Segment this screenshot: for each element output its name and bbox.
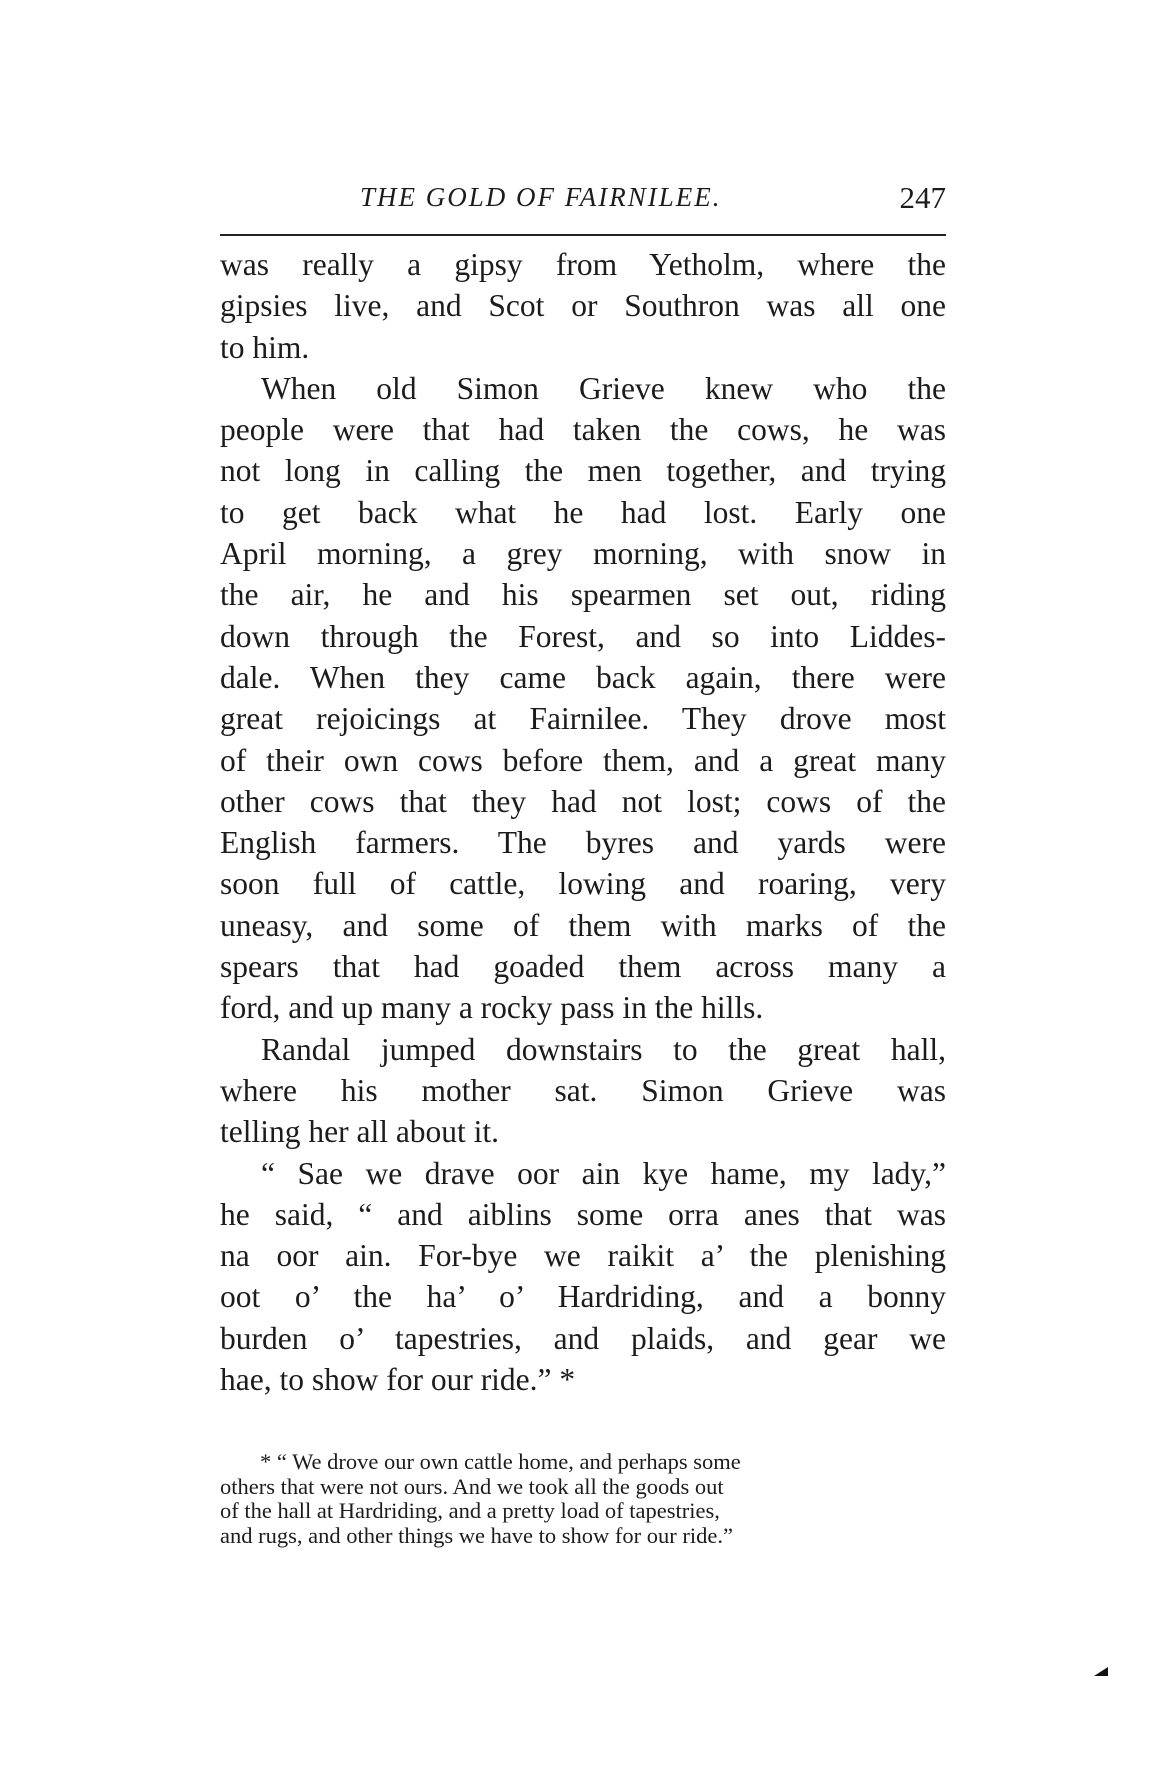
text-line: people were that had taken the cows, he was — [220, 412, 946, 448]
footnote-line: of the hall at Hardriding, and a pretty load of tapestries, — [220, 1498, 720, 1524]
footnote-line: others that were not ours. And we took all the goods out — [220, 1473, 724, 1499]
text-line: gipsies live, and Scot or Southron was all one — [220, 288, 946, 324]
text-line: spears that had goaded them across many a — [220, 949, 946, 985]
text-line: telling her all about it. — [220, 1114, 500, 1150]
text-line: dale. When they came back again, there were — [220, 659, 946, 695]
text-line: soon full of cattle, lowing and roaring, very — [220, 866, 946, 902]
text-line: to him. — [220, 329, 310, 365]
text-line: English farmers. The byres and yards were — [220, 825, 946, 861]
body-text — [220, 244, 946, 1400]
text-line: down through the Forest, and so into Liddes- — [220, 618, 946, 654]
text-line: he said, “ and aiblins some orra anes that was — [220, 1196, 946, 1232]
text-line: hae, to show for our ride.” * — [220, 1362, 576, 1398]
text-line: was really a gipsy from Yetholm, where the — [220, 247, 946, 282]
page-header — [220, 180, 946, 224]
text-line: ford, and up many a rocky pass in the hills. — [220, 990, 764, 1026]
text-line: the air, he and his spearmen set out, riding — [220, 577, 946, 613]
text-line: great rejoicings at Fairnilee. They drove most — [220, 701, 946, 737]
text-line: oot o’ the ha’ o’ Hardriding, and a bonny — [220, 1279, 946, 1315]
page-number: 247 — [899, 180, 946, 215]
paragraph-start-line: When old Simon Grieve knew who the — [261, 370, 946, 406]
printer-mark-icon — [1094, 1667, 1108, 1676]
text-line: where his mother sat. Simon Grieve was — [220, 1072, 946, 1108]
footnote-line: * “ We drove our own cattle home, and perhaps some — [260, 1449, 741, 1474]
paragraph-start-line: “ Sae we drave oor ain kye hame, my lady,” — [261, 1155, 946, 1191]
text-line: other cows that they had not lost; cows of the — [220, 783, 946, 819]
text-line: burden o’ tapestries, and plaids, and gear we — [220, 1320, 946, 1356]
footnote — [220, 1450, 946, 1549]
running-title: THE GOLD OF FAIRNILEE. — [360, 182, 722, 212]
paragraph-start-line: Randal jumped downstairs to the great hall, — [261, 1031, 946, 1067]
text-line: of their own cows before them, and a great many — [220, 742, 946, 778]
footnote-line: and rugs, and other things we have to show for our ride.” — [220, 1523, 733, 1549]
text-line: to get back what he had lost. Early one — [220, 494, 946, 530]
text-line: uneasy, and some of them with marks of the — [220, 907, 946, 943]
text-line: na oor ain. For-bye we raikit a’ the plenishing — [220, 1238, 946, 1274]
text-line: April morning, a grey morning, with snow in — [220, 536, 946, 572]
text-line: not long in calling the men together, and trying — [220, 453, 946, 489]
header-rule — [220, 234, 946, 236]
